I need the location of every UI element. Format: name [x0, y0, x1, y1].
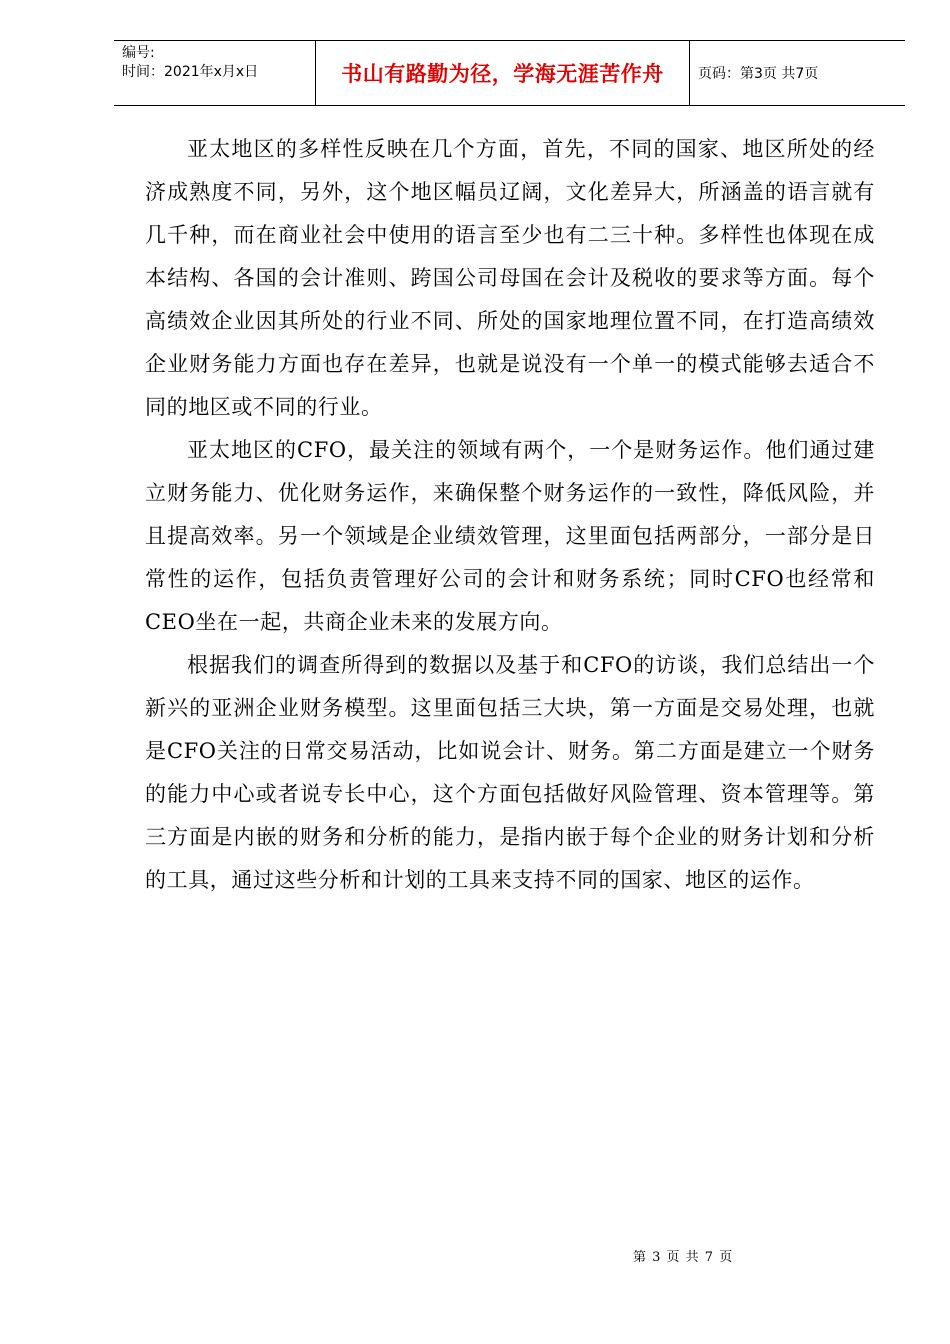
body-paragraph: 亚太地区的多样性反映在几个方面，首先，不同的国家、地区所处的经济成熟度不同，另外，这个地区幅员辽阔，文化差异大，所涵盖的语言就有几千种，而在商业社会中使用的语言至少也有二三十种。多样性也体现在成本结构、各国的会计准则、跨国公司母国在会计及税收的要求等方面。每个高绩效企业因其所处的行业不同、所处的国家地理位置不同，在打造高绩效企业财务能力方面也存在差异，也就是说没有一个单一的模式能够去适合不同的地区或不同的行业。 [145, 137, 875, 419]
header-motto: 书山有路勤为径，学海无涯苦作舟 [316, 41, 690, 105]
page-footer: 第 3 页 共 7 页 [633, 1250, 734, 1265]
body-paragraph: 根据我们的调查所得到的数据以及基于和CFO的访谈，我们总结出一个新兴的亚洲企业财务模型。这里面包括三大块，第一方面是交易处理，也就是CFO关注的日常交易活动，比如说会计、财务。第二方面是建立一个财务的能力中心或者说专长中心，这个方面包括做好风险管理、资本管理等。第三方面是内嵌的财务和分析的能力，是指内嵌于每个企业的财务计划和分析的工具，通过这些分析和计划的工具来支持不同的国家、地区的运作。 [145, 653, 875, 892]
page-header [114, 40, 905, 106]
document-time-label: 时间：2021年x月x日 [122, 64, 259, 80]
header-page-info: 页码：第3页 共7页 [698, 66, 819, 82]
body-paragraph: 亚太地区的CFO，最关注的领域有两个，一个是财务运作。他们通过建立财务能力、优化财务运作，来确保整个财务运作的一致性，降低风险，并且提高效率。另一个领域是企业绩效管理，这里面包括两部分，一部分是日常性的运作，包括负责管理好公司的会计和财务系统；同时CFO也经常和CEO坐在一起，共商企业未来的发展方向。 [145, 438, 875, 634]
document-body [145, 128, 875, 902]
document-number-label: 编号: [122, 45, 155, 61]
header-meta-cell [114, 41, 316, 105]
